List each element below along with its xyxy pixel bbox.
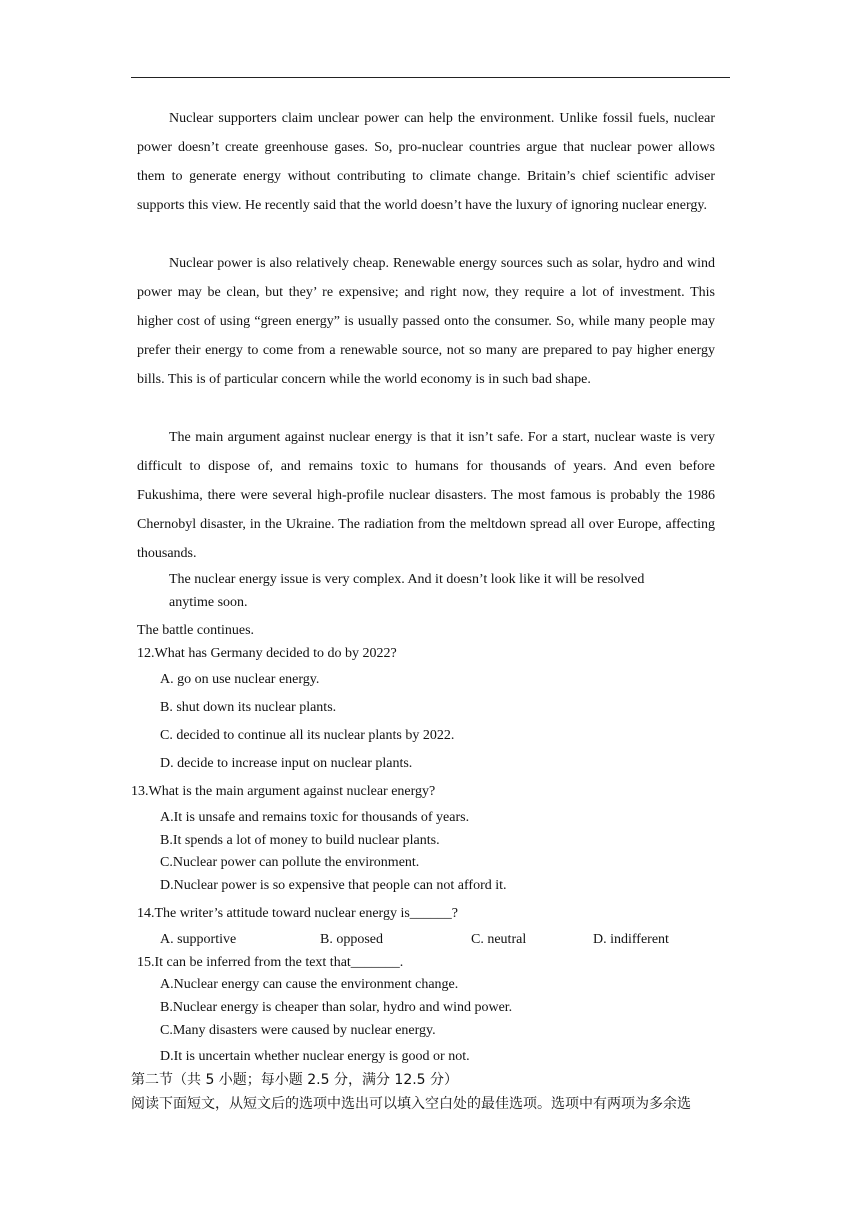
question-15-option-c: C.Many disasters were caused by nuclear energy.: [160, 1023, 436, 1038]
question-14-stem: 14.The writer’s attitude toward nuclear energy is______?: [137, 906, 458, 921]
question-15-option-a: A.Nuclear energy can cause the environment change.: [160, 977, 459, 992]
question-13-option-d: D.Nuclear power is so expensive that people can not afford it.: [160, 878, 507, 893]
question-15-option-d: D.It is uncertain whether nuclear energy is good or not.: [160, 1049, 470, 1064]
paragraph-1: Nuclear supporters claim unclear power can help the environment. Unlike fossil fuels, nuclear power doesn’t create greenhouse gases. So, pro-nuclear countries argue that nuclear power allows them to generate energy without contributing to climate change. Britain’s chief scientific adviser supports this view. He recently said that the world doesn’t have the luxury of ignoring nuclear energy.: [137, 111, 715, 213]
question-12-option-d: D. decide to increase input on nuclear plants.: [160, 756, 413, 771]
question-14-option-d: D. indifferent: [593, 932, 669, 947]
question-13-stem: 13.What is the main argument against nuclear energy?: [131, 784, 436, 799]
closing-line-3: The battle continues.: [137, 623, 255, 638]
section-2-instruction: 阅读下面短文，从短文后的选项中选出可以填入空白处的最佳选项。选项中有两项为多余选: [131, 1096, 691, 1112]
header-rule: [131, 77, 730, 78]
question-15-stem: 15.It can be inferred from the text that_______.: [137, 955, 404, 970]
question-14-option-b: B. opposed: [320, 932, 383, 947]
section-2-heading: 第二节（共 5 小题；每小题 2.5 分，满分 12.5 分）: [131, 1072, 459, 1088]
question-12-option-a: A. go on use nuclear energy.: [160, 672, 320, 687]
question-14-option-c: C. neutral: [471, 932, 527, 947]
question-13-option-b: B.It spends a lot of money to build nuclear plants.: [160, 833, 440, 848]
question-15-option-b: B.Nuclear energy is cheaper than solar, hydro and wind power.: [160, 1000, 513, 1015]
question-13-option-a: A.It is unsafe and remains toxic for thousands of years.: [160, 810, 470, 825]
question-12-option-c: C. decided to continue all its nuclear plants by 2022.: [160, 728, 455, 743]
closing-line-2: anytime soon.: [169, 595, 248, 610]
question-12-option-b: B. shut down its nuclear plants.: [160, 700, 337, 715]
paragraph-3: The main argument against nuclear energy is that it isn’t safe. For a start, nuclear waste is very difficult to dispose of, and remains toxic to humans for thousands of years. And even before Fukushima, there were several high-profile nuclear disasters. The most famous is probably the 1986 Chernobyl disaster, in the Ukraine. The radiation from the meltdown spread all over Europe, affecting thousands.: [137, 430, 715, 561]
question-13-option-c: C.Nuclear power can pollute the environment.: [160, 855, 420, 870]
question-12-stem: 12.What has Germany decided to do by 2022?: [137, 646, 397, 661]
closing-line-1: The nuclear energy issue is very complex. And it doesn’t look like it will be resolved: [169, 572, 645, 587]
paragraph-2: Nuclear power is also relatively cheap. Renewable energy sources such as solar, hydro and wind power may be clean, but they’ re expensive; and right now, they require a lot of investment. This higher cost of using “green energy” is usually passed onto the consumer. So, while many people may prefer their energy to come from a renewable source, not so many are prepared to pay higher energy bills. This is of particular concern while the world economy is in such bad shape.: [137, 256, 715, 387]
question-14-option-a: A. supportive: [160, 932, 237, 947]
